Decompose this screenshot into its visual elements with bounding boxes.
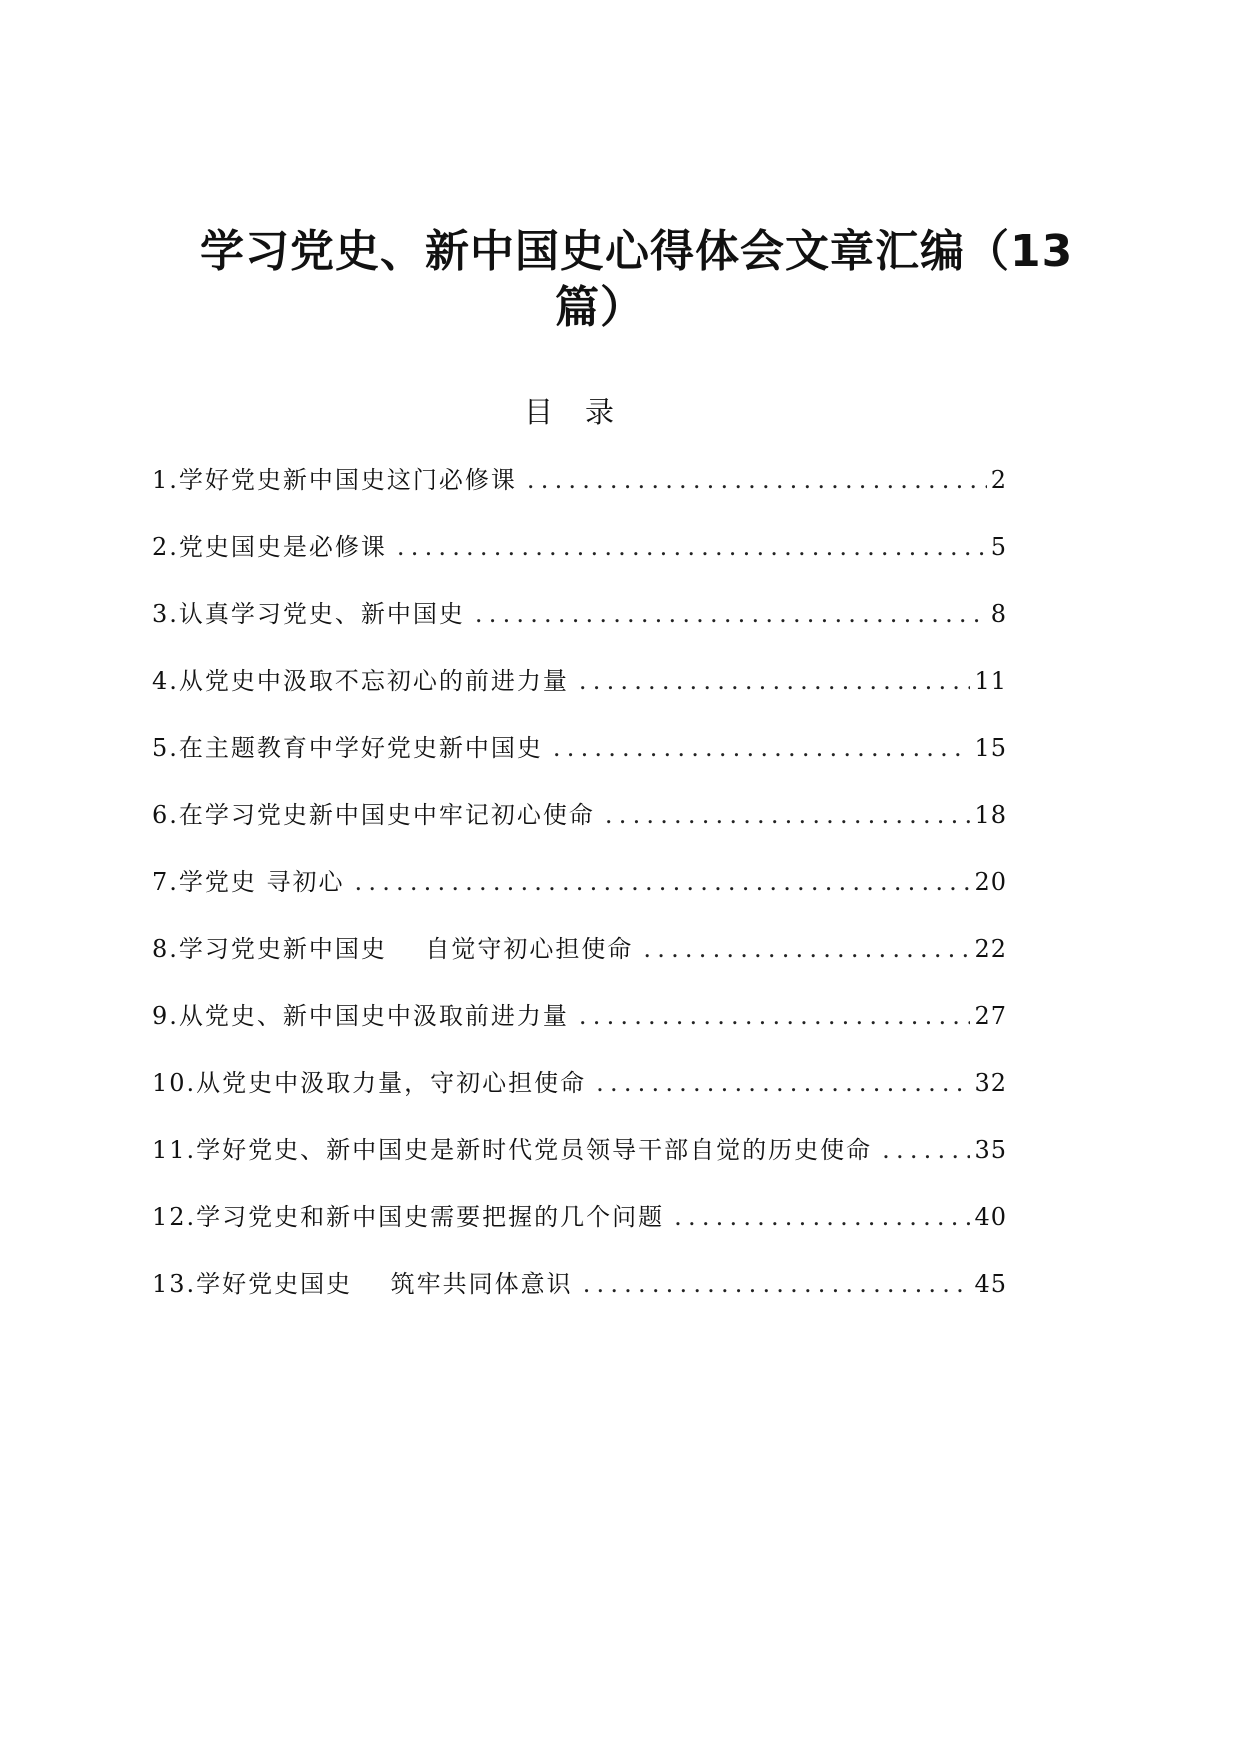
- toc-dot-leader: [583, 1264, 971, 1304]
- toc-entry: [152, 728, 1007, 795]
- toc-entry-title: 7.学党史 寻初心: [152, 868, 345, 896]
- toc-dot-leader: [882, 1130, 970, 1170]
- toc-entry: [152, 1264, 1007, 1331]
- toc-entry-title: 5.在主题教育中学好党史新中国史: [152, 734, 543, 762]
- toc-entry-page-number: 5: [990, 533, 1007, 561]
- document-title-line-1: 学习党史、新中国史心得体会文章汇编（13: [200, 226, 1074, 278]
- toc-entry: [152, 996, 1007, 1063]
- document-title: [200, 224, 1074, 336]
- toc-entry-title: 12.学习党史和新中国史需要把握的几个问题: [152, 1203, 665, 1231]
- toc-entry-title: 4.从党史中汲取不忘初心的前进力量: [152, 667, 569, 695]
- toc-entry-title: 3.认真学习党史、新中国史: [152, 600, 465, 628]
- toc-dot-leader: [579, 661, 971, 701]
- toc-dot-leader: [643, 929, 970, 969]
- toc-entry-page-number: 45: [974, 1270, 1007, 1298]
- toc-entry: [152, 594, 1007, 661]
- toc-entry: [152, 661, 1007, 728]
- table-of-contents: [152, 460, 1007, 1331]
- toc-entry-page-number: 11: [974, 667, 1007, 695]
- toc-entry: [152, 1063, 1007, 1130]
- toc-entry: [152, 862, 1007, 929]
- toc-entry-title: 10.从党史中汲取力量，守初心担使命: [152, 1069, 587, 1097]
- toc-entry-page-number: 8: [990, 600, 1007, 628]
- toc-entry-page-number: 18: [974, 801, 1007, 829]
- toc-entry: [152, 1130, 1007, 1197]
- toc-dot-leader: [553, 728, 971, 768]
- toc-entry-title: 1.学好党史新中国史这门必修课: [152, 466, 517, 494]
- toc-entry-title: 13.学好党史国史 筑牢共同体意识: [152, 1270, 573, 1298]
- toc-entry: [152, 527, 1007, 594]
- toc-entry-page-number: 15: [974, 734, 1007, 762]
- table-of-contents-heading: 目录: [523, 395, 646, 429]
- toc-entry: [152, 460, 1007, 527]
- toc-entry: [152, 795, 1007, 862]
- toc-entry-page-number: 32: [974, 1069, 1007, 1097]
- toc-dot-leader: [579, 996, 971, 1036]
- toc-entry-title: 11.学好党史、新中国史是新时代党员领导干部自觉的历史使命: [152, 1136, 873, 1164]
- toc-dot-leader: [475, 594, 987, 634]
- toc-entry-title: 8.学习党史新中国史 自觉守初心担使命: [152, 935, 634, 963]
- toc-entry: [152, 1197, 1007, 1264]
- toc-dot-leader: [397, 527, 987, 567]
- toc-entry-title: 2.党史国史是必修课: [152, 533, 387, 561]
- toc-entry-page-number: 22: [974, 935, 1007, 963]
- toc-entry-title: 6.在学习党史新中国史中牢记初心使命: [152, 801, 595, 829]
- document-title-line-2: 篇）: [555, 282, 645, 334]
- toc-entry-page-number: 35: [974, 1136, 1007, 1164]
- toc-dot-leader: [674, 1197, 970, 1237]
- toc-dot-leader: [605, 795, 971, 835]
- toc-dot-leader: [527, 460, 987, 500]
- toc-entry-page-number: 40: [974, 1203, 1007, 1231]
- toc-dot-leader: [355, 862, 971, 902]
- toc-entry-page-number: 27: [974, 1002, 1007, 1030]
- toc-entry-title: 9.从党史、新中国史中汲取前进力量: [152, 1002, 569, 1030]
- toc-entry: [152, 929, 1007, 996]
- toc-entry-page-number: 2: [990, 466, 1007, 494]
- toc-dot-leader: [596, 1063, 970, 1103]
- toc-entry-page-number: 20: [974, 868, 1007, 896]
